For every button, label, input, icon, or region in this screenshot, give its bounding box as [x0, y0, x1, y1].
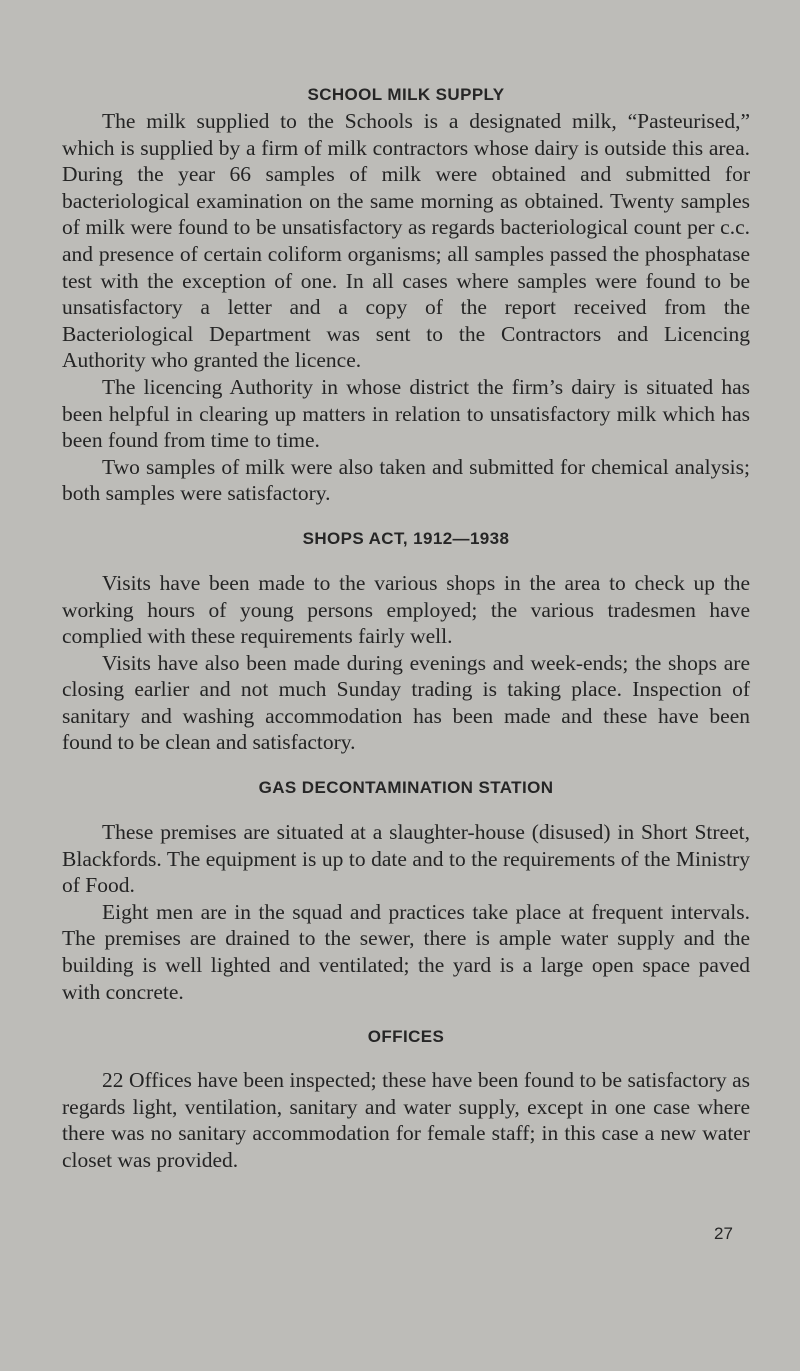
- document-page: [62, 82, 750, 1174]
- paragraph-shops-2: Visits have also been made during evenings and week-ends; the shops are closing earlier and not much Sunday trading is taking place. Inspection of sanitary and washing accommodation has been made and these have been found to be clean and satisfactory.: [62, 650, 750, 755]
- section-heading-school-milk-supply: SCHOOL MILK SUPPLY: [307, 85, 505, 104]
- paragraph-school-milk-2: The licencing Authority in whose district the firm’s dairy is situated has been helpful in clearing up matters in relation to unsatisfactory milk which has been found from time to time.: [62, 374, 750, 453]
- paragraph-school-milk-1: The milk supplied to the Schools is a designated milk, “Pasteurised,” which is supplied by a firm of milk contractors whose dairy is outside this area. During the year 66 samples of milk were obtained and submitted for bacteriological examination on the same morning as obtained. Twenty samples of milk were found to be unsatisfactory as regards bacteriological count per c.c. and presence of certain coliform organisms; all samples passed the phosphatase test with the exception of one. In all cases where samples were found to be unsatisfactory a letter and a copy of the report received from the Bacteriological Department was sent to the Contractors and Licencing Authority who granted the licence.: [62, 109, 750, 373]
- section-heading-shops-act: SHOPS ACT, 1912—1938: [302, 528, 510, 548]
- paragraph-school-milk-3: Two samples of milk were also taken and submitted for chemical analysis; both samples were satisfactory.: [62, 454, 750, 506]
- section-heading-offices: OFFICES: [367, 1027, 445, 1047]
- paragraph-shops-1: Visits have been made to the various shops in the area to check up the working hours of young persons employed; the various tradesmen have complied with these requirements fairly well.: [62, 570, 750, 649]
- paragraph-offices-1: 22 Offices have been inspected; these have been found to be satisfactory as regards light, ventilation, sanitary and water supply, except in one case where there was no sanitary accommodation for female staff; in this case a new water closet was provided.: [62, 1068, 750, 1172]
- paragraph-gas-1: These premises are situated at a slaughter-house (disused) in Short Street, Blackfords. The equipment is up to date and to the requirements of the Ministry of Food.: [62, 820, 750, 898]
- section-heading-gas-decontamination: GAS DECONTAMINATION STATION: [258, 778, 554, 798]
- paragraph-gas-2: Eight men are in the squad and practices take place at frequent intervals. The premises are drained to the sewer, there is ample water supply and the building is well lighted and ventilated; the yard is a large open space paved with concrete.: [62, 899, 750, 1004]
- page-number: 27: [714, 1224, 733, 1243]
